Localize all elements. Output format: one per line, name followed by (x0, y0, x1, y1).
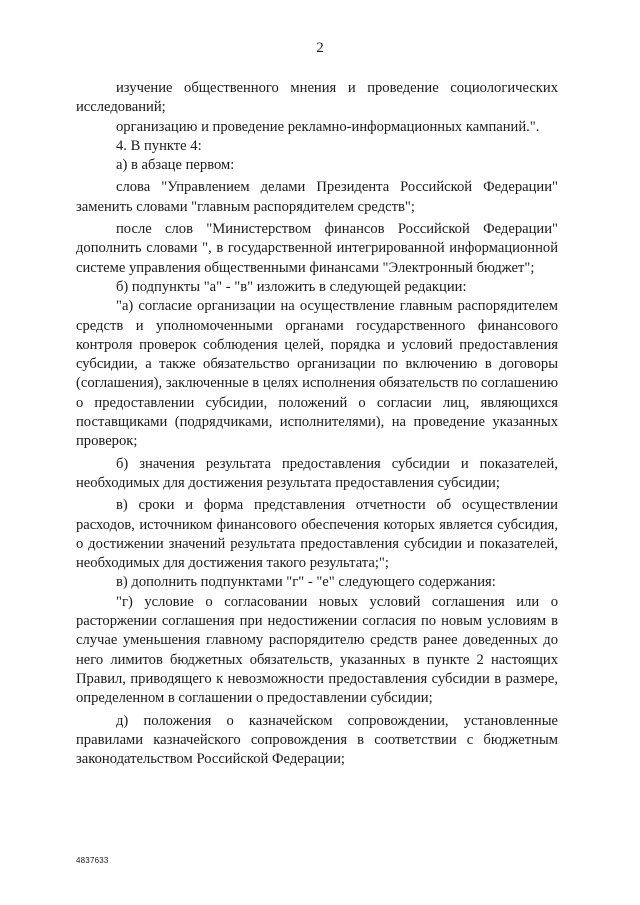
paragraph-1: изучение общественного мнения и проведение социологических исследований; (76, 80, 558, 116)
paragraph-2: организацию и проведение рекламно-информационных кампаний.". (116, 118, 540, 135)
paragraph-3: 4. В пункте 4: (116, 137, 202, 154)
paragraph-7: б) подпункты "а" - "в" изложить в следующей редакции: (116, 278, 467, 295)
paragraph-11: в) дополнить подпунктами "г" - "е" следующего содержания: (116, 574, 496, 591)
page-number: 2 (316, 40, 324, 56)
document-id: 4837633 (76, 856, 109, 865)
paragraph-12: "г) условие о согласовании новых условий соглашения или о расторжении соглашения при недостижении согласия по новым условиям в случае уменьшения главному распорядителю средств ранее доведенных до него лимитов бюджетных обязательств, указанных в пункте 2 настоящих Правил, приводящего к невозможности предоставления субсидии в размере, определенном в соглашении о предоставлении субсидии; (76, 593, 558, 707)
document-body (76, 79, 558, 769)
paragraph-13: д) положения о казначейском сопровождении, установленные правилами казначейского сопровождения в соответствии с бюджетным законодательством Российской Федерации; (76, 712, 558, 768)
paragraph-10: в) сроки и форма представления отчетности об осуществлении расходов, источником финансового обеспечения которых является субсидия, о достижении значений результата предоставления субсидии и показателей, необходимых для достижения такого результата;"; (76, 497, 558, 572)
paragraph-6: после слов "Министерством финансов Российской Федерации" дополнить словами ", в государственной интегрированной информационной системе управления общественными финансами "Электронный бюджет"; (76, 221, 558, 276)
paragraph-4: а) в абзаце первом: (116, 157, 235, 174)
paragraph-8: "а) согласие организации на осуществление главным распорядителем средств и уполномоченными органами государственного финансового контроля проверок соблюдения целей, порядка и условий предоставления субсидии, а также обязательство организации по включению в договоры (соглашения), заключенные в целях исполнения обязательств по соглашению о предоставлении субсидии, положений о согласии лиц, являющихся поставщиками (подрядчиками, исполнителями), на проведение указанных проверок; (76, 298, 558, 450)
paragraph-5: слова "Управлением делами Президента Российской Федерации" заменить словами "главным распорядителем средств"; (76, 179, 558, 215)
paragraph-9: б) значения результата предоставления субсидии и показателей, необходимых для достижения результата предоставления субсидии; (76, 455, 558, 491)
